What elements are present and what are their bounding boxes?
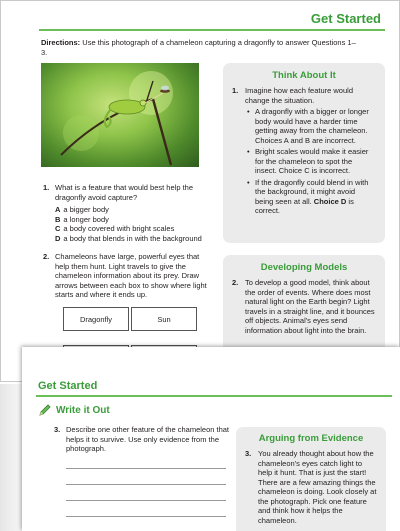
- option-c[interactable]: C a body covered with bright scales: [55, 224, 175, 233]
- option-a[interactable]: A a bigger body: [55, 205, 109, 214]
- front-header-rule: [36, 395, 392, 397]
- developing-models-card: [223, 255, 385, 355]
- option-b[interactable]: B a longer body: [55, 214, 109, 224]
- arguing-from-evidence-title: Arguing from Evidence: [258, 433, 364, 444]
- answer-line[interactable]: [66, 516, 226, 517]
- developing-models-title: Developing Models: [260, 262, 348, 273]
- write-it-out-heading: [38, 403, 110, 417]
- hint-number: 3.: [245, 449, 252, 458]
- answer-line[interactable]: [66, 468, 226, 469]
- question-text: What is a feature that would best help the dragonfly avoid capture?: [55, 183, 193, 202]
- think-about-it-card: [223, 63, 385, 243]
- hint-bullet: • If the dragonfly could blend in with the background, it might avoid being seen at all. Choice D is correct.: [247, 178, 375, 216]
- model-box-dragonfly[interactable]: Dragonfly: [63, 307, 129, 331]
- model-box-sun[interactable]: Sun: [131, 307, 197, 331]
- hint-bullet: • A dragonfly with a bigger or longer body would have a harder time getting away from the chameleon. Choices A and B are incorrect.: [247, 107, 375, 145]
- arguing-from-evidence-card: [236, 427, 386, 531]
- front-page: [22, 347, 400, 531]
- option-d[interactable]: D a body that blends in with the background: [55, 233, 202, 243]
- page-title: Get Started: [310, 11, 381, 26]
- directions-text: Use this photograph of a chameleon capturing a dragonfly to answer Questions 1–3.: [41, 38, 356, 57]
- question-text: Chameleons have large, powerful eyes that help them hunt. Light travels to give the chameleon information about its prey. Draw arrows between each box to show where light starts and where it ends up.: [55, 252, 207, 299]
- hint-text: To develop a good model, think about the order of events. Where does most natural light on the Earth begin? Light travels in a straight line, and it bounces off objects. Animal's eyes send information about light into the brain.: [245, 278, 375, 335]
- directions: [41, 38, 361, 57]
- question-3: [54, 425, 236, 454]
- question-text: Describe one other feature of the chameleon that helps it to survive. Use only evidence from the photograph.: [66, 425, 230, 453]
- question-1: [43, 183, 215, 243]
- header-rule: [39, 29, 385, 31]
- question-number: 1.: [43, 183, 50, 192]
- chameleon-illustration: [41, 63, 199, 167]
- hint-bullet: • Bright scales would make it easier for the chameleon to spot the insect. Choice C is incorrect.: [247, 147, 375, 176]
- hint-number: 2.: [232, 278, 239, 287]
- page-shadow: [0, 384, 22, 531]
- front-page-title: Get Started: [38, 380, 98, 392]
- answer-line[interactable]: [66, 484, 226, 485]
- answer-line[interactable]: [66, 500, 226, 501]
- directions-label: Directions:: [41, 38, 81, 47]
- chameleon-photo: [41, 63, 199, 167]
- question-number: 2.: [43, 252, 50, 261]
- hint-number: 1.: [232, 86, 239, 95]
- hint-intro: Imagine how each feature would change the situation.: [245, 86, 353, 105]
- question-2: [43, 252, 215, 300]
- think-about-it-title: Think About It: [272, 70, 336, 81]
- pencil-icon: [38, 403, 52, 417]
- question-number: 3.: [54, 425, 61, 434]
- write-it-out-label: Write it Out: [56, 404, 110, 416]
- hint-text: You already thought about how the chameleon's eyes catch light to help it hunt. That is just the start! There are a few amazing things the chameleon is doing. Look closely at the photograph. Pick one feature and think how it helps the chameleon.: [258, 449, 377, 525]
